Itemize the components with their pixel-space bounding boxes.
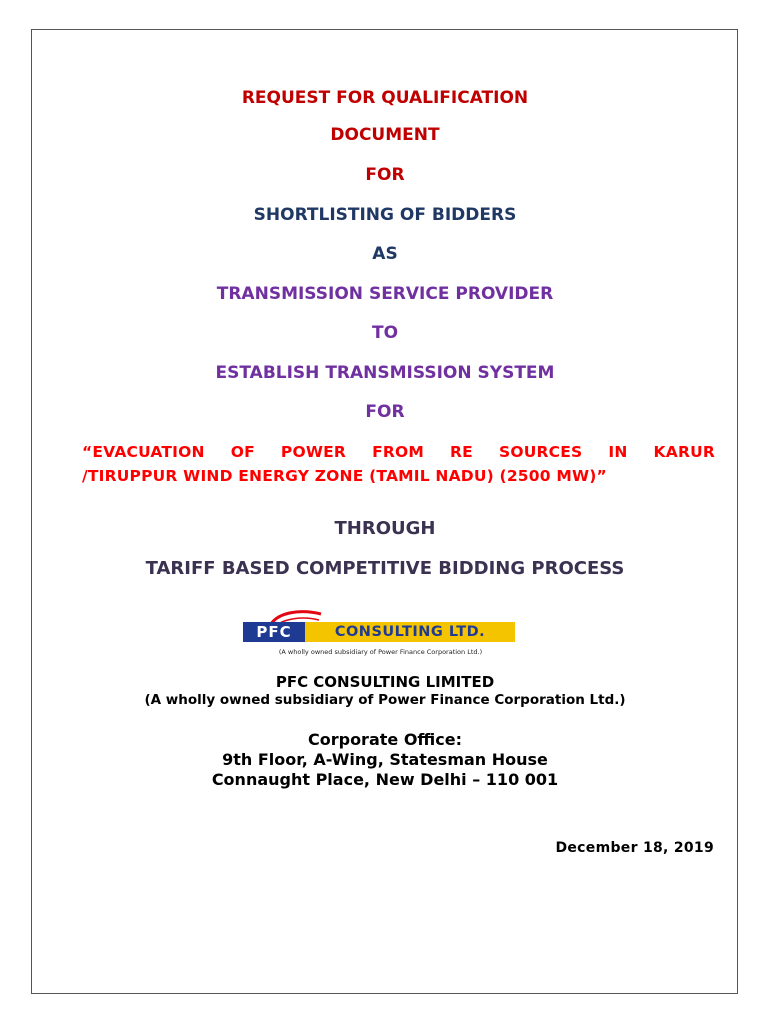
- address-line-2: Connaught Place, New Delhi – 110 001: [211, 770, 559, 789]
- logo-pfc-text: PFC: [256, 623, 292, 641]
- title-line-as: AS: [372, 244, 398, 264]
- logo-consulting-block: [305, 622, 515, 642]
- address-line-1: 9th Floor, A-Wing, Statesman House: [222, 750, 548, 769]
- pfc-consulting-logo: [243, 610, 518, 660]
- project-name-line-2: /TIRUPPUR WIND ENERGY ZONE (TAMIL NADU) (2500 MW)”: [82, 467, 607, 485]
- title-line-for: FOR: [365, 165, 405, 185]
- project-name-line-1: “EVACUATION OF POWER FROM RE SOURCES IN KARUR: [82, 443, 715, 461]
- title-line-tariff: TARIFF BASED COMPETITIVE BIDDING PROCESS: [145, 558, 625, 579]
- company-name: PFC CONSULTING LIMITED: [275, 673, 495, 691]
- title-line-tsp: TRANSMISSION SERVICE PROVIDER: [216, 284, 554, 304]
- title-line-request: REQUEST FOR QUALIFICATION: [241, 88, 529, 108]
- logo-tagline: (A wholly owned subsidiary of Power Finance Corporation Ltd.): [278, 648, 483, 656]
- document-date: December 18, 2019: [555, 840, 714, 856]
- title-line-through: THROUGH: [334, 518, 436, 539]
- logo-consulting-text: CONSULTING LTD.: [334, 624, 486, 640]
- title-line-for-2: FOR: [365, 402, 405, 422]
- title-line-shortlisting: SHORTLISTING OF BIDDERS: [253, 205, 517, 225]
- title-line-document: DOCUMENT: [330, 125, 440, 145]
- office-heading: Corporate Office:: [307, 730, 462, 749]
- company-subsidiary-note: (A wholly owned subsidiary of Power Finance Corporation Ltd.): [144, 692, 626, 708]
- title-line-establish: ESTABLISH TRANSMISSION SYSTEM: [215, 363, 555, 383]
- title-line-to: TO: [371, 323, 399, 343]
- logo-pfc-block: [243, 622, 305, 642]
